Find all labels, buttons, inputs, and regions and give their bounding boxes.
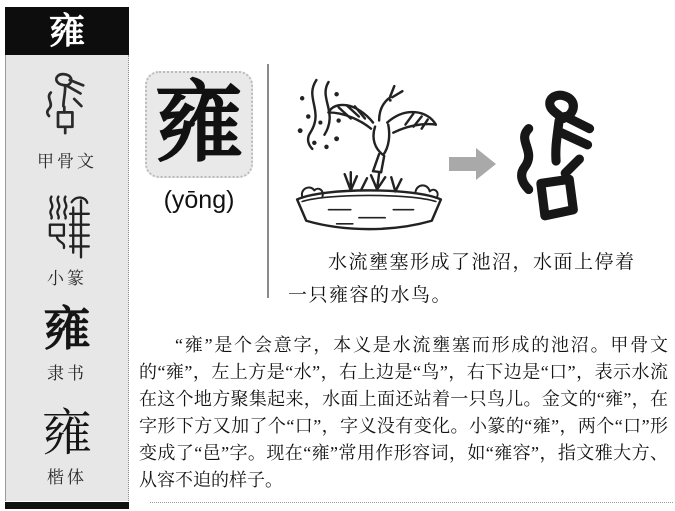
pinyin-label: (yōng)	[163, 186, 235, 214]
illustration-caption	[288, 246, 670, 312]
script-evolution-sidebar	[5, 55, 129, 501]
headword-char: 雍	[154, 75, 243, 173]
etymology-illustration	[292, 76, 446, 240]
sidebar-footer-bar	[5, 502, 129, 509]
small-seal-glyph-icon	[43, 192, 91, 262]
sidebar-header-char: 雍	[48, 11, 85, 51]
right-arrow-icon	[449, 146, 497, 182]
etymology-paragraph	[139, 332, 668, 494]
script-label-regular: 楷体	[47, 467, 87, 487]
caption-line-1: 水流壅塞形成了池沼，水面上停着	[328, 252, 636, 273]
script-entry-clerical	[44, 305, 91, 384]
caption-line-2: 一只雍容的水鸟。	[288, 285, 453, 306]
oracle-bone-glyph-icon	[40, 69, 94, 145]
oracle-bone-large-glyph	[504, 84, 598, 228]
bottom-dotted-rule	[150, 502, 673, 503]
script-entry-regular	[42, 406, 92, 488]
script-label-oracle: 甲骨文	[37, 152, 97, 171]
clerical-script-char: 雍	[43, 304, 91, 356]
script-label-clerical: 隶书	[47, 363, 87, 383]
regular-script-char: 雍	[42, 404, 92, 461]
script-entry-oracle	[37, 69, 97, 172]
headword-card	[145, 71, 253, 178]
script-label-seal: 小篆	[47, 269, 87, 288]
script-entry-seal	[43, 192, 91, 289]
vertical-divider	[267, 64, 269, 298]
paragraph-text: “雍”是个会意字，本义是水流壅塞而形成的池沼。甲骨文的“雍”，左上方是“水”，右上边是“鸟”，右下边是“口”，表示水流在这个地方聚集起来，水面上面还站着一只鸟儿。金文的“雍”，在字形下方又加了个“口”，字义没有变化。小篆的“雍”，两个“口”形变成了“邑”字。现在“雍”常用作形容词，如“雍容”，指文雅大方、从容不迫的样子。	[139, 335, 668, 490]
sidebar-header	[5, 7, 129, 55]
